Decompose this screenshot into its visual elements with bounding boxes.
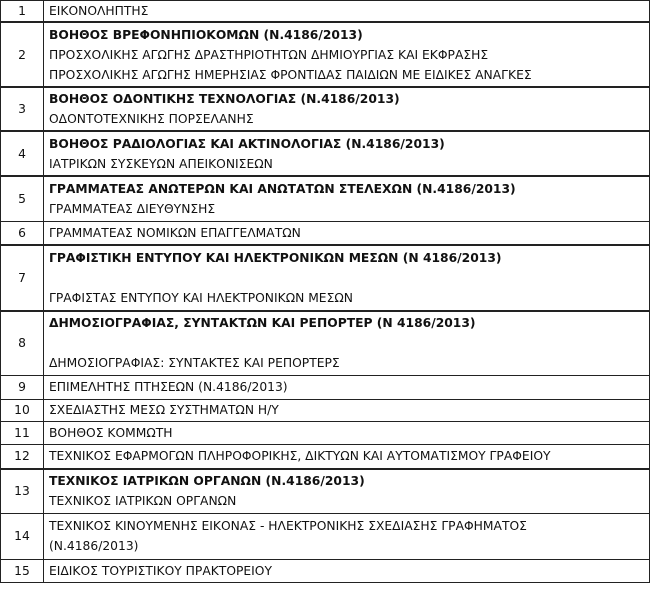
specialty-title: ΓΡΑΦΙΣΤΙΚΗ ΕΝΤΥΠΟΥ ΚΑΙ ΗΛΕΚΤΡΟΝΙΚΩΝ ΜΕΣΩΝ (Ν 4186/2013) xyxy=(49,251,502,265)
specialty-cell xyxy=(44,176,650,221)
specialty-line: ΕΙΚΟΝΟΛΗΠΤΗΣ xyxy=(49,4,149,18)
specialty-title: ΒΟΗΘΟΣ ΒΡΕΦΟΝΗΠΙΟΚΟΜΩΝ (Ν.4186/2013) xyxy=(49,27,363,42)
row-number: 15 xyxy=(1,559,44,582)
specialty-cell xyxy=(44,245,650,311)
row-number: 10 xyxy=(1,399,44,421)
specialty-line: ΤΕΧΝΙΚΟΣ ΙΑΤΡΙΚΩΝ ΟΡΓΑΝΩΝ xyxy=(49,494,237,509)
specialty-line: ΓΡΑΜΜΑΤΕΑΣ ΔΙΕΥΘΥΝΣΗΣ xyxy=(49,201,216,216)
specialty-title: ΒΟΗΘΟΣ ΟΔΟΝΤΙΚΗΣ ΤΕΧΝΟΛΟΓΙΑΣ (Ν.4186/2013) xyxy=(49,92,400,106)
specialty-title: ΒΟΗΘΟΣ ΡΑΔΙΟΛΟΓΙΑΣ ΚΑΙ ΑΚΤΙΝΟΛΟΓΙΑΣ (Ν.4186/2013) xyxy=(49,136,445,151)
table-row xyxy=(1,444,650,469)
row-number: 7 xyxy=(1,245,44,311)
specialty-line: ΓΡΑΜΜΑΤΕΑΣ ΝΟΜΙΚΩΝ ΕΠΑΓΓΕΛΜΑΤΩΝ xyxy=(49,225,301,240)
row-number: 5 xyxy=(1,176,44,221)
table-row xyxy=(1,311,650,375)
table-row xyxy=(1,1,650,23)
row-number: 13 xyxy=(1,469,44,513)
row-number: 2 xyxy=(1,22,44,87)
specialty-line: ΕΠΙΜΕΛΗΤΗΣ ΠΤΗΣΕΩΝ (Ν.4186/2013) xyxy=(49,380,288,394)
table-row xyxy=(1,176,650,221)
table-row xyxy=(1,221,650,245)
specialty-cell xyxy=(44,421,650,444)
row-number: 6 xyxy=(1,221,44,245)
row-number: 12 xyxy=(1,444,44,469)
specialty-cell xyxy=(44,513,650,559)
specialty-line: ΤΕΧΝΙΚΟΣ ΚΙΝΟΥΜΕΝΗΣ ΕΙΚΟΝΑΣ - ΗΛΕΚΤΡΟΝΙΚΗΣ ΣΧΕΔΙΑΣΗΣ ΓΡΑΦΗΜΑΤΟΣ xyxy=(49,519,527,533)
table-row xyxy=(1,559,650,582)
row-number: 3 xyxy=(1,87,44,131)
specialty-line: (Ν.4186/2013) xyxy=(49,539,139,553)
table-row xyxy=(1,421,650,444)
blank-line xyxy=(49,333,649,353)
specialty-line: ΕΙΔΙΚΟΣ ΤΟΥΡΙΣΤΙΚΟΥ ΠΡΑΚΤΟΡΕΙΟΥ xyxy=(49,563,273,578)
blank-line xyxy=(49,268,649,288)
specialty-cell xyxy=(44,311,650,375)
specialty-line: ΔΗΜΟΣΙΟΓΡΑΦΙΑΣ: ΣΥΝΤΑΚΤΕΣ ΚΑΙ ΡΕΠΟΡΤΕΡΣ xyxy=(49,356,340,371)
specialty-line: ΓΡΑΦΙΣΤΑΣ ΕΝΤΥΠΟΥ ΚΑΙ ΗΛΕΚΤΡΟΝΙΚΩΝ ΜΕΣΩΝ xyxy=(49,291,353,305)
table-row xyxy=(1,513,650,559)
specialty-cell xyxy=(44,375,650,399)
row-number: 4 xyxy=(1,131,44,176)
specialty-line: ΟΔΟΝΤΟΤΕΧΝΙΚΗΣ ΠΟΡΣΕΛΑΝΗΣ xyxy=(49,112,254,126)
specialty-line: ΠΡΟΣΧΟΛΙΚΗΣ ΑΓΩΓΗΣ ΗΜΕΡΗΣΙΑΣ ΦΡΟΝΤΙΔΑΣ ΠΑΙΔΙΩΝ ΜΕ ΕΙΔΙΚΕΣ ΑΝΑΓΚΕΣ xyxy=(49,67,532,82)
specialty-line: ΣΧΕΔΙΑΣΤΗΣ ΜΕΣΩ ΣΥΣΤΗΜΑΤΩΝ Η/Υ xyxy=(49,403,279,417)
specialty-cell xyxy=(44,399,650,421)
table-row xyxy=(1,131,650,176)
table-row xyxy=(1,245,650,311)
row-number: 8 xyxy=(1,311,44,375)
row-number: 1 xyxy=(1,1,44,23)
specialty-cell xyxy=(44,444,650,469)
specialty-cell xyxy=(44,469,650,513)
specialty-cell xyxy=(44,221,650,245)
specialty-cell xyxy=(44,1,650,23)
row-number: 9 xyxy=(1,375,44,399)
table-row xyxy=(1,87,650,131)
table-body xyxy=(1,1,650,583)
table-row xyxy=(1,399,650,421)
specialty-cell xyxy=(44,559,650,582)
row-number: 14 xyxy=(1,513,44,559)
table-row xyxy=(1,375,650,399)
table-row xyxy=(1,22,650,87)
specialty-title: ΓΡΑΜΜΑΤΕΑΣ ΑΝΩΤΕΡΩΝ ΚΑΙ ΑΝΩΤΑΤΩΝ ΣΤΕΛΕΧΩΝ (Ν.4186/2013) xyxy=(49,181,516,196)
specialty-line: ΠΡΟΣΧΟΛΙΚΗΣ ΑΓΩΓΗΣ ΔΡΑΣΤΗΡΙΟΤΗΤΩΝ ΔΗΜΙΟΥΡΓΙΑΣ ΚΑΙ ΕΚΦΡΑΣΗΣ xyxy=(49,47,489,62)
specialty-line: ΒΟΗΘΟΣ ΚΟΜΜΩΤΗ xyxy=(49,425,173,440)
specialty-line: ΤΕΧΝΙΚΟΣ ΕΦΑΡΜΟΓΩΝ ΠΛΗΡΟΦΟΡΙΚΗΣ, ΔΙΚΤΥΩΝ ΚΑΙ ΑΥΤΟΜΑΤΙΣΜΟΥ ΓΡΑΦΕΙΟΥ xyxy=(49,449,551,464)
specialty-cell xyxy=(44,87,650,131)
specialty-title: ΤΕΧΝΙΚΟΣ ΙΑΤΡΙΚΩΝ ΟΡΓΑΝΩΝ (Ν.4186/2013) xyxy=(49,474,365,489)
row-number: 11 xyxy=(1,421,44,444)
specialty-cell xyxy=(44,22,650,87)
specialty-title: ΔΗΜΟΣΙΟΓΡΑΦΙΑΣ, ΣΥΝΤΑΚΤΩΝ ΚΑΙ ΡΕΠΟΡΤΕΡ (Ν 4186/2013) xyxy=(49,316,476,331)
table-row xyxy=(1,469,650,513)
specialty-cell xyxy=(44,131,650,176)
specialty-line: ΙΑΤΡΙΚΩΝ ΣΥΣΚΕΥΩΝ ΑΠΕΙΚΟΝΙΣΕΩΝ xyxy=(49,156,273,171)
